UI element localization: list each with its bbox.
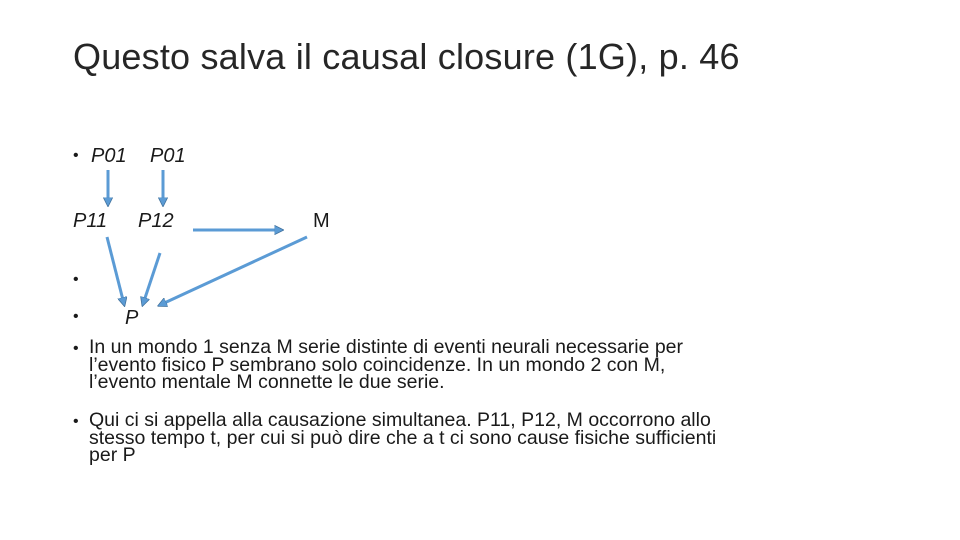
slide-title: Questo salva il causal closure (1G), p. 46 — [73, 36, 740, 77]
label-m: M — [313, 210, 330, 232]
bullet-marker: • — [73, 147, 79, 164]
diagram-top-row — [91, 146, 127, 166]
paragraph-line: Qui ci si appella alla causazione simultanea. P11, P12, M occorrono allo — [89, 409, 711, 431]
arrow-p11-to-p — [107, 237, 124, 304]
diagram-mid-right — [138, 211, 174, 231]
label-p01-left: P01 — [91, 145, 127, 167]
paragraph-simultaneous-causation — [89, 409, 717, 466]
bullet-marker-empty: • — [73, 271, 79, 288]
diagram-mid-left — [73, 211, 107, 231]
label-p11: P11 — [73, 210, 108, 232]
paragraph-line: l’evento mentale M connette le due serie. — [89, 371, 445, 393]
label-p: P — [125, 307, 139, 329]
bullet-marker-p: • — [73, 308, 79, 325]
paragraph-world-comparison — [89, 336, 683, 393]
diagram-top-row-right — [150, 146, 186, 166]
paragraph-line: stesso tempo t, per cui si può dire che a t ci sono cause fisiche sufficienti — [89, 426, 717, 449]
diagram-bottom — [125, 308, 138, 328]
paragraph-line: In un mondo 1 senza M serie distinte di eventi neurali necessarie per — [89, 336, 683, 358]
bullet-marker-para1: • — [73, 340, 79, 357]
arrow-p12-to-p — [143, 253, 160, 304]
label-p12: P12 — [138, 210, 174, 232]
paragraph-line: l’evento fisico P sembrano solo coincidenze. In un mondo 2 con M, — [89, 353, 666, 376]
arrow-m-to-p — [160, 237, 307, 305]
paragraph-line: per P — [89, 444, 136, 466]
bullet-marker-para2: • — [73, 413, 79, 430]
label-p01-right: P01 — [150, 145, 186, 167]
